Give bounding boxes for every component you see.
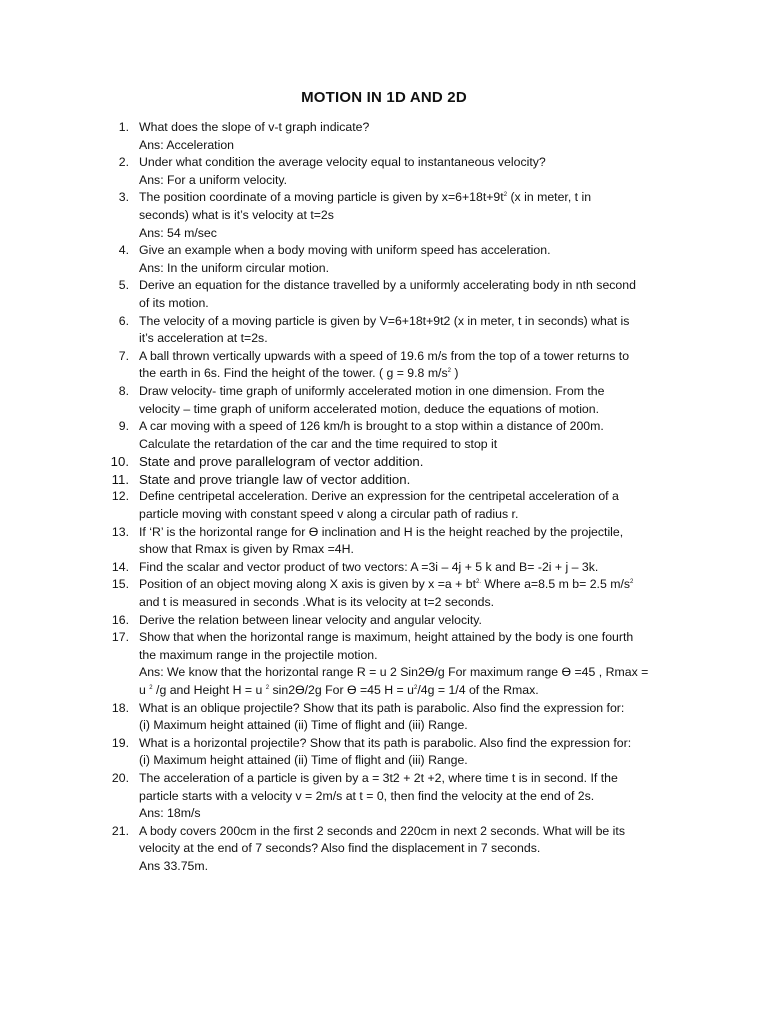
question-text-line: Under what condition the average velocity equal to instantaneous velocity? <box>139 155 546 170</box>
question-item <box>108 735 688 770</box>
question-item <box>108 524 688 559</box>
question-text-line: Ans: For a uniform velocity. <box>139 172 288 187</box>
question-number: 2. <box>118 155 129 170</box>
question-text-line: If ‘R’ is the horizontal range for Ɵ inclination and H is the height reached by the projectile, <box>139 524 624 539</box>
question-text-line: State and prove parallelogram of vector addition. <box>139 454 424 470</box>
question-number: 21. <box>111 823 129 838</box>
question-text-line: Derive the relation between linear velocity and angular velocity. <box>139 612 482 627</box>
question-text-line: What does the slope of v-t graph indicate? <box>139 120 370 134</box>
question-number: 10. <box>110 454 129 470</box>
question-text-line: What is a horizontal projectile? Show that its path is parabolic. Also find the expression for: <box>139 735 632 750</box>
question-text-line: The velocity of a moving particle is given by V=6+18t+9t2 (x in meter, t in seconds) what is <box>139 313 630 328</box>
question-item <box>108 418 688 453</box>
question-item <box>108 313 688 348</box>
question-number: 13. <box>111 524 129 539</box>
superscript: 2 <box>414 685 418 691</box>
question-text-line: Show that when the horizontal range is maximum, height attained by the body is one fourth <box>139 630 634 645</box>
question-text-line: show that Rmax is given by Rmax =4H. <box>139 542 354 557</box>
question-number: 4. <box>118 243 129 258</box>
question-number: 17. <box>111 630 129 645</box>
question-number: 5. <box>118 278 129 293</box>
question-number: 3. <box>118 190 129 205</box>
question-text-line: (i) Maximum height attained (ii) Time of flight and (iii) Range. <box>139 753 468 768</box>
question-text-line: State and prove triangle law of vector addition. <box>139 471 411 487</box>
question-item <box>108 770 688 823</box>
question-text-line: What is an oblique projectile? Show that its path is parabolic. Also find the expression for: <box>139 700 625 715</box>
question-text-line: the maximum range in the projectile motion. <box>139 647 378 662</box>
question-text-line: the earth in 6s. Find the height of the tower. ( g = 9.8 $m/s^2$ ) <box>139 366 459 381</box>
question-text-line: A body covers 200cm in the first 2 seconds and 220cm in next 2 seconds. What will be its <box>139 823 625 838</box>
question-text-line: Calculate the retardation of the car and the time required to stop it <box>139 436 498 451</box>
question-text-line: Ans: Acceleration <box>139 137 235 152</box>
question-item <box>108 576 688 611</box>
question-text-line: A car moving with a speed of 126 km/h is brought to a stop within a distance of 200m. <box>139 419 604 434</box>
question-number: 8. <box>118 383 129 398</box>
question-item <box>108 823 688 876</box>
question-text-line: velocity at the end of 7 seconds? Also find the displacement in 7 seconds. <box>139 841 541 856</box>
superscript: 2 <box>265 685 270 691</box>
question-text-line: Position of an object moving along X axis is given by $x =a + bt^{2.}$ Where a=8.5 m b= 2.5 $m/s^2$ <box>139 577 634 592</box>
question-text-line: The acceleration of a particle is given by a = 3t2 + 2t +2, where time t is in second. If the <box>139 770 618 785</box>
question-text-line: particle starts with a velocity v = 2m/s at t = 0, then find the velocity at the end of 2s. <box>139 788 595 803</box>
question-text-line: it’s acceleration at t=2s. <box>139 331 268 346</box>
question-text-line: Draw velocity- time graph of uniformly accelerated motion in one dimension. From the <box>139 383 605 398</box>
question-item <box>108 242 688 277</box>
question-item <box>108 471 688 489</box>
question-text-line: Ans: In the uniform circular motion. <box>139 260 329 275</box>
question-item <box>108 189 688 242</box>
question-text-line: velocity – time graph of uniform accelerated motion, deduce the equations of motion. <box>139 401 600 416</box>
question-item <box>108 488 688 523</box>
question-text-line: u $^2$ /g and Height H = u $^2$ sin2Ɵ/2g For Ɵ =45 $H = u^2/4g = 1/4$ of the Rmax. <box>139 683 539 697</box>
question-item <box>108 612 688 630</box>
question-item <box>108 348 688 383</box>
question-number: 6. <box>118 313 129 328</box>
question-item <box>108 700 688 735</box>
question-text-line: Ans 33.75m. <box>139 858 209 873</box>
question-number: 11. <box>111 471 129 487</box>
question-list <box>108 119 688 876</box>
question-text-line: and t is measured in seconds .What is its velocity at t=2 seconds. <box>139 595 495 610</box>
question-text-line: The position coordinate of a moving particle is given by $x=6+18t+9t^2$ (x in meter, t in <box>139 190 592 205</box>
question-text-line: Derive an equation for the distance travelled by a uniformly accelerating body in nth second <box>139 278 636 293</box>
question-number: 7. <box>118 348 129 363</box>
question-text-line: Give an example when a body moving with uniform speed has acceleration. <box>139 243 551 258</box>
question-text-line: particle moving with constant speed v along a circular path of radius r. <box>139 507 519 522</box>
question-text-line: Ans: We know that the horizontal range R = u 2 Sin2Ɵ/g For maximum range Ɵ =45 , Rmax = <box>139 665 649 680</box>
question-number: 12. <box>111 489 129 504</box>
question-text-line: Define centripetal acceleration. Derive an expression for the centripetal acceleration of a <box>139 489 619 504</box>
question-item <box>108 629 688 699</box>
question-item <box>108 559 688 577</box>
question-text-line: (i) Maximum height attained (ii) Time of flight and (iii) Range. <box>139 718 468 733</box>
question-number: 14. <box>111 559 129 574</box>
question-number: 18. <box>111 700 129 715</box>
superscript: 2 <box>149 685 153 691</box>
page-title: MOTION IN 1D AND 2D <box>301 89 467 106</box>
question-item <box>108 277 688 312</box>
superscript: 2. <box>476 579 482 586</box>
question-text-line: Ans: 54 m/sec <box>139 225 217 240</box>
question-number: 20. <box>111 770 129 785</box>
question-text-line: Find the scalar and vector product of two vectors: A =3i – 4j + 5 k and B= -2i + j – 3k. <box>139 559 599 574</box>
question-item <box>108 119 688 154</box>
question-item <box>108 383 688 418</box>
question-number: 1. <box>118 120 129 134</box>
question-item <box>108 453 688 471</box>
question-number: 19. <box>111 735 129 750</box>
question-number: 16. <box>111 612 129 627</box>
question-text-line: seconds) what is it’s velocity at t=2s <box>139 207 334 222</box>
superscript: 2 <box>503 192 508 199</box>
question-item <box>108 154 688 189</box>
superscript: 2 <box>447 368 451 375</box>
question-text-line: Ans: 18m/s <box>139 806 201 821</box>
question-text-line: A ball thrown vertically upwards with a speed of 19.6 m/s from the top of a tower returns to <box>139 348 630 363</box>
question-number: 9. <box>118 419 129 434</box>
superscript: 2 <box>630 579 634 586</box>
question-text-line: of its motion. <box>139 295 209 310</box>
question-number: 15. <box>111 577 129 592</box>
